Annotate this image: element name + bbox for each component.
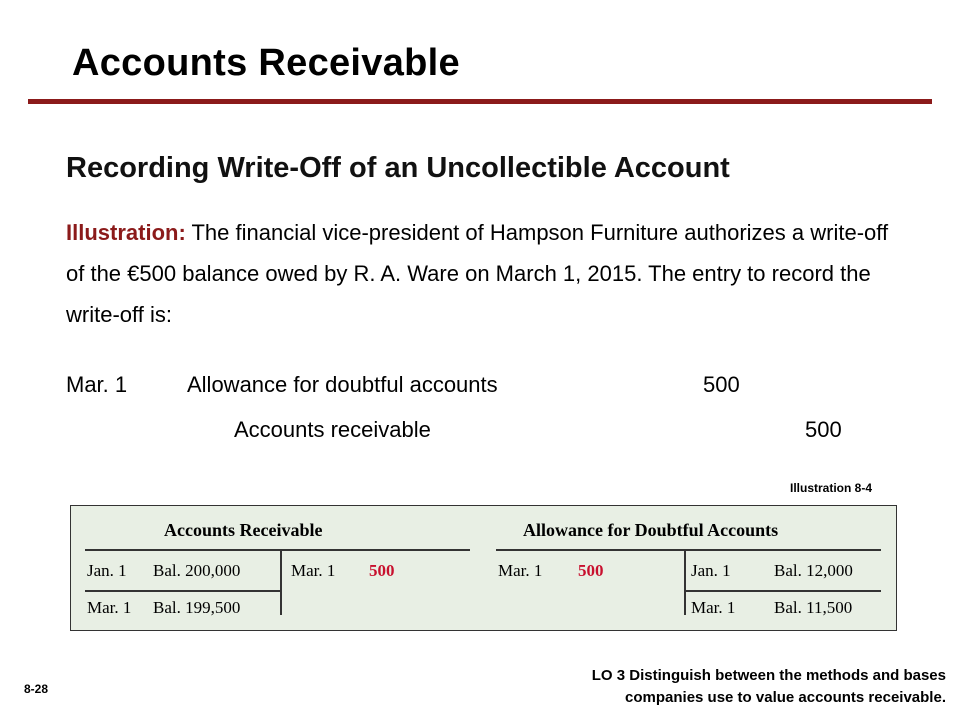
t-accounts-figure [70,505,897,631]
ar-left-row2-date: Mar. 1 [87,598,132,617]
ar-right-row1-date: Mar. 1 [291,561,336,580]
illustration-label: Illustration 8-4 [790,481,873,495]
ar-right-row1-amount: 500 [369,561,395,580]
ar-left-row1-date: Jan. 1 [87,561,127,580]
t-account-allowance-divider [684,549,686,615]
t-account-ar-title: Accounts Receivable [164,520,323,540]
allowance-balance-rule [684,590,881,592]
title-divider [28,99,932,104]
ar-left-row2-text: Bal. 199,500 [153,598,241,617]
t-account-allowance-title: Allowance for Doubtful Accounts [523,520,779,540]
learning-objective [592,665,946,709]
section-heading: Recording Write-Off of an Uncollectible Account [66,152,730,184]
entry-date: Mar. 1 [66,372,128,397]
ar-left-row1-text: Bal. 200,000 [153,561,241,580]
learning-objective-line1: LO 3 Distinguish between the methods and bases [591,667,946,684]
allowance-left-row1-amount: 500 [578,561,604,580]
allowance-right-row1-date: Jan. 1 [691,561,731,580]
illustration-lead: Illustration: [66,220,186,245]
ar-balance-rule [85,590,280,592]
illustration-body: The financial vice-president of Hampson Furniture authorizes a write-off of the €500 balance owed by R. A. Ware on March 1, 2015. The entry to record the write-off is: [66,220,889,327]
slide-number: 8-28 [24,682,49,696]
entry-credit-account: Accounts receivable [234,417,431,442]
entry-debit-account: Allowance for doubtful accounts [187,372,498,397]
allowance-right-row1-text: Bal. 12,000 [774,561,853,580]
entry-credit-amount: 500 [805,417,842,442]
allowance-right-row2-text: Bal. 11,500 [774,598,853,617]
entry-debit-amount: 500 [703,372,740,397]
allowance-left-row1-date: Mar. 1 [498,561,543,580]
t-account-ar-topline [85,549,470,551]
slide-title: Accounts Receivable [72,42,460,84]
t-account-allowance-topline [496,549,881,551]
allowance-right-row2-date: Mar. 1 [691,598,736,617]
learning-objective-line2: companies use to value accounts receivable. [625,689,946,706]
illustration-paragraph [66,212,906,335]
t-account-ar-divider [280,549,282,615]
